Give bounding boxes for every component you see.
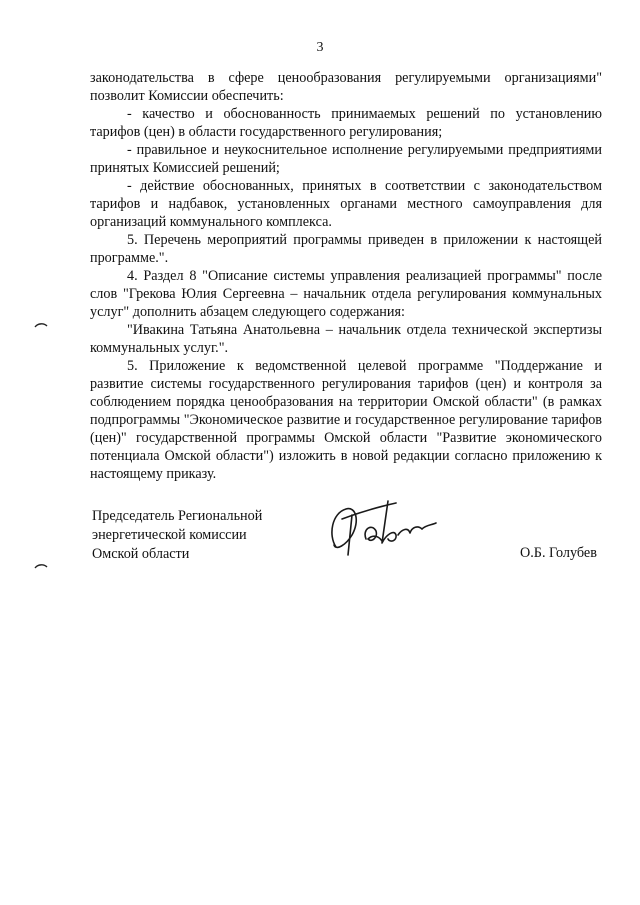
signatory-position [92,507,262,564]
paragraph-item-5-list: 5. Перечень мероприятий программы приведен в приложении к настоящей программе.". [90,232,602,266]
margin-mark [34,563,48,569]
signatory-name: О.Б. Голубев [520,545,597,561]
paragraph-item-5-appendix: 5. Приложение к ведомственной целевой программе "Поддержание и развитие системы государственного регулирования тарифов (цен) и контроля за соблюдением порядка ценообразования на территории Омской области" (в рамках подпрограммы "Экономическое развитие и государственное регулирование тарифов (цен)" государственной программы Омской области "Развитие экономического потенциала Омской области") изложить в новой редакции согласно приложению к настоящему приказу. [90,358,602,482]
paragraph-item-4-section-8: 4. Раздел 8 "Описание системы управления реализацией программы" после слов "Грекова Юлия Сергеевна – начальник отдела регулирования коммунальных услуг" дополнить абзацем следующего содержания: [90,268,602,320]
paragraph-ivakina: "Ивакина Татьяна Анатольевна – начальник отдела технической экспертизы коммунальных услуг.". [90,322,602,356]
paragraph-intro: законодательства в сфере ценообразования регулируемыми организациями" позволит Комиссии обеспечить: [90,70,602,104]
paragraph-execution: - правильное и неукоснительное исполнение регулируемыми предприятиями принятых Комиссией решений; [90,142,602,176]
margin-mark [34,322,48,328]
signatory-position-line: энергетической комиссии [92,527,247,543]
paragraph-quality: - качество и обоснованность принимаемых решений по установлению тарифов (цен) в области государственного регулирования; [90,106,602,140]
signatory-position-line: Омской области [92,546,190,562]
page-number: 3 [316,40,324,55]
signatory-position-line: Председатель Региональной [92,508,263,524]
document-body [90,69,602,483]
handwritten-signature [322,495,442,563]
paragraph-tariffs: - действие обоснованных, принятых в соответствии с законодательством тарифов и надбавок, установленных органами местного самоуправления для организаций коммунального комплекса. [90,178,602,230]
